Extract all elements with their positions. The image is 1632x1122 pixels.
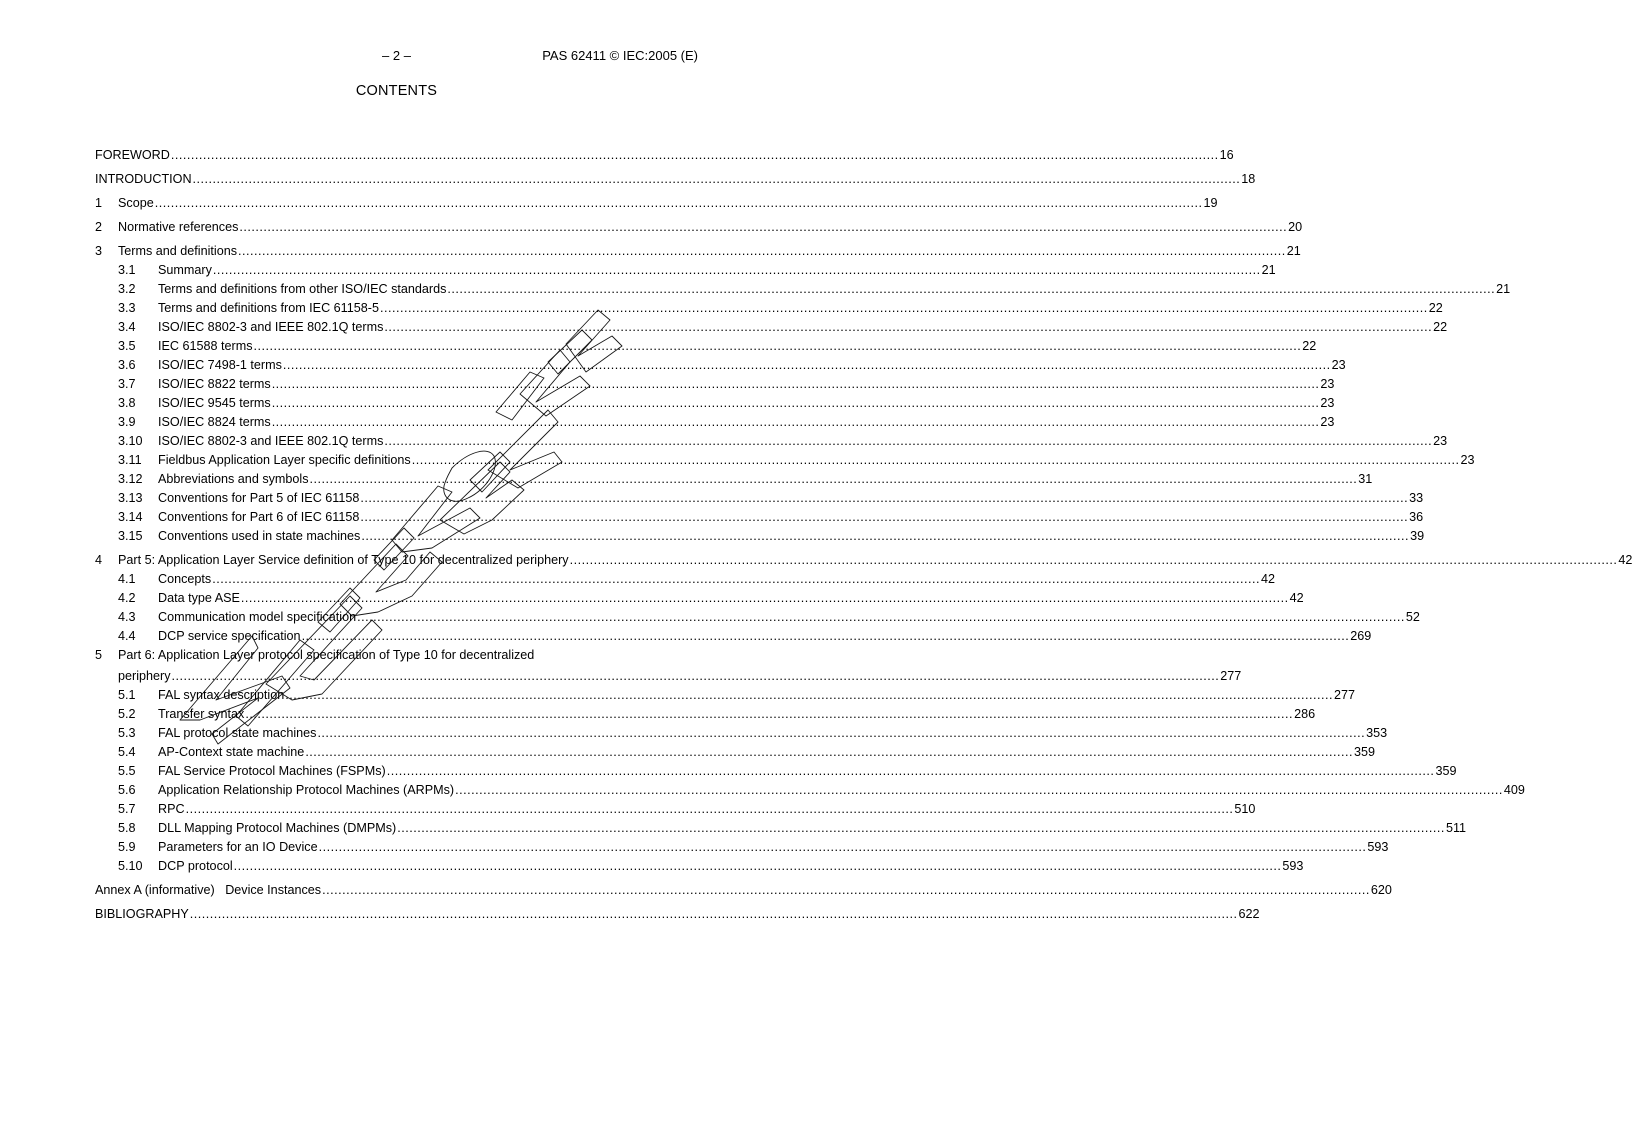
toc-entry-part-5[interactable] <box>95 548 1632 567</box>
toc-page: 269 <box>1350 629 1372 643</box>
toc-page: 39 <box>1410 529 1425 543</box>
document-id: PAS 62411 © IEC:2005 (E) <box>542 48 698 63</box>
toc-leader <box>384 320 1432 334</box>
toc-page: 23 <box>1433 434 1448 448</box>
toc-entry-3-12[interactable] <box>95 467 1373 486</box>
toc-title: Scope <box>118 196 154 210</box>
toc-number: 5.5 <box>118 764 136 778</box>
toc-leader <box>305 745 1353 759</box>
toc-title-continued: periphery <box>118 669 171 683</box>
toc-entry-3-4[interactable] <box>95 315 1448 334</box>
toc-entry-3-8[interactable] <box>95 391 1335 410</box>
toc-number: 3.5 <box>118 339 136 353</box>
toc-page: 353 <box>1366 726 1388 740</box>
table-of-contents <box>95 143 1632 921</box>
toc-number: 3.4 <box>118 320 136 334</box>
toc-page: 23 <box>1320 396 1335 410</box>
toc-leader <box>272 396 1320 410</box>
toc-entry-scope[interactable] <box>95 191 1218 210</box>
toc-number: 5.7 <box>118 802 136 816</box>
toc-leader <box>570 553 1618 567</box>
toc-leader <box>310 472 1358 486</box>
toc-leader <box>245 707 1293 721</box>
toc-page: 23 <box>1320 377 1335 391</box>
toc-leader <box>171 148 1219 162</box>
toc-number: 5.3 <box>118 726 136 740</box>
toc-number: 2 <box>95 220 103 234</box>
toc-page: 21 <box>1496 282 1511 296</box>
toc-entry-4-1[interactable] <box>95 567 1275 586</box>
toc-leader <box>319 840 1367 854</box>
toc-page: 277 <box>1333 688 1355 702</box>
toc-entry-3-11[interactable] <box>95 448 1475 467</box>
toc-page: 33 <box>1409 491 1424 505</box>
toc-title: Application Relationship Protocol Machines (ARPMs) <box>158 783 455 797</box>
toc-number: 1 <box>95 196 103 210</box>
toc-page: 277 <box>1220 669 1242 683</box>
toc-leader <box>186 802 1234 816</box>
toc-title: FAL Service Protocol Machines (FSPMs) <box>158 764 386 778</box>
toc-leader <box>302 629 1350 643</box>
toc-entry-3-1[interactable] <box>95 258 1276 277</box>
toc-page: 42 <box>1289 591 1304 605</box>
toc-page: 23 <box>1320 415 1335 429</box>
toc-leader <box>317 726 1365 740</box>
toc-leader <box>283 358 1331 372</box>
toc-leader <box>238 244 1286 258</box>
toc-title: Conventions for Part 6 of IEC 61158 <box>158 510 360 524</box>
toc-entry-3-9[interactable] <box>95 410 1335 429</box>
toc-entry-3-7[interactable] <box>95 372 1335 391</box>
toc-page: 22 <box>1302 339 1317 353</box>
toc-leader <box>272 415 1320 429</box>
toc-leader <box>447 282 1495 296</box>
toc-number: 4.2 <box>118 591 136 605</box>
toc-number: 3.10 <box>118 434 143 448</box>
toc-leader <box>380 301 1428 315</box>
toc-leader <box>272 377 1320 391</box>
toc-number: 3 <box>95 244 103 258</box>
contents-title: CONTENTS <box>355 83 438 99</box>
toc-entry-4-2[interactable] <box>95 586 1304 605</box>
toc-page: 511 <box>1445 821 1467 835</box>
toc-page: 286 <box>1294 707 1316 721</box>
toc-leader <box>254 339 1302 353</box>
toc-page: 16 <box>1219 148 1234 162</box>
toc-entry-4-3[interactable] <box>95 605 1420 624</box>
toc-number: 3.3 <box>118 301 136 315</box>
toc-title: Part 6: Application Layer protocol specification of Type 10 for decentralized <box>118 648 535 662</box>
toc-number: 4.3 <box>118 610 136 624</box>
toc-number: 3.13 <box>118 491 143 505</box>
toc-leader <box>241 591 1289 605</box>
toc-title: DCP protocol <box>158 859 233 873</box>
toc-entry-3-15[interactable] <box>95 524 1425 543</box>
toc-entry-3-6[interactable] <box>95 353 1346 372</box>
toc-entry-introduction[interactable] <box>95 167 1256 186</box>
toc-number: 4.4 <box>118 629 136 643</box>
toc-entry-5-2[interactable] <box>95 702 1316 721</box>
toc-leader <box>285 688 1333 702</box>
toc-number: 5.1 <box>118 688 136 702</box>
toc-title: Terms and definitions from other ISO/IEC standards <box>158 282 447 296</box>
toc-title: DLL Mapping Protocol Machines (DMPMs) <box>158 821 397 835</box>
toc-number: 3.1 <box>118 263 136 277</box>
toc-page: 42 <box>1618 553 1632 567</box>
toc-title: Communication model specification <box>158 610 357 624</box>
toc-page: 18 <box>1241 172 1256 186</box>
toc-page: 510 <box>1234 802 1256 816</box>
toc-number: 3.12 <box>118 472 143 486</box>
toc-leader <box>412 453 1460 467</box>
toc-leader <box>155 196 1203 210</box>
toc-title: ISO/IEC 8802-3 and IEEE 802.1Q terms <box>158 434 384 448</box>
toc-leader <box>212 572 1260 586</box>
toc-number: 5.2 <box>118 707 136 721</box>
toc-leader <box>239 220 1287 234</box>
toc-title: Part 5: Application Layer Service definition of Type 10 for decentralized periphery <box>118 553 569 567</box>
toc-entry-5-6[interactable] <box>95 778 1525 797</box>
toc-title: FAL protocol state machines <box>158 726 317 740</box>
toc-leader <box>360 491 1408 505</box>
page-number: – 2 – <box>382 48 411 63</box>
toc-leader <box>213 263 1261 277</box>
toc-title: Concepts <box>158 572 212 586</box>
toc-entry-5-5[interactable] <box>95 759 1457 778</box>
toc-leader <box>322 883 1370 897</box>
toc-entry-part-6[interactable] <box>95 648 1242 683</box>
toc-entry-3-10[interactable] <box>95 429 1448 448</box>
toc-title: ISO/IEC 9545 terms <box>158 396 271 410</box>
toc-entry-3-2[interactable] <box>95 277 1511 296</box>
toc-title: ISO/IEC 7498-1 terms <box>158 358 282 372</box>
toc-entry-bibliography[interactable] <box>95 902 1260 921</box>
toc-page: 31 <box>1358 472 1373 486</box>
toc-entry-body <box>118 648 1241 683</box>
toc-title: ISO/IEC 8802-3 and IEEE 802.1Q terms <box>158 320 384 334</box>
toc-leader <box>357 610 1405 624</box>
toc-title: Terms and definitions <box>118 244 238 258</box>
toc-title: Terms and definitions from IEC 61158-5 <box>158 301 379 315</box>
toc-title: AP-Context state machine <box>158 745 305 759</box>
toc-title: DCP service specification <box>158 629 301 643</box>
toc-leader <box>387 764 1435 778</box>
toc-leader <box>172 669 1220 683</box>
toc-entry-annex-a[interactable] <box>95 878 1392 897</box>
toc-entry-5-10[interactable] <box>95 854 1304 873</box>
toc-leader <box>361 529 1409 543</box>
toc-title: Abbreviations and symbols <box>158 472 309 486</box>
toc-number: 3.2 <box>118 282 136 296</box>
toc-title: Fieldbus Application Layer specific definitions <box>158 453 411 467</box>
toc-title: Parameters for an IO Device <box>158 840 318 854</box>
toc-page: 409 <box>1503 783 1525 797</box>
toc-leader <box>234 859 1282 873</box>
toc-page: 22 <box>1428 301 1443 315</box>
toc-title: Normative references <box>118 220 239 234</box>
toc-number: 5.4 <box>118 745 136 759</box>
toc-page: 23 <box>1460 453 1475 467</box>
toc-number: 5.6 <box>118 783 136 797</box>
toc-number: 5.10 <box>118 859 143 873</box>
toc-title: FAL syntax description <box>158 688 285 702</box>
toc-page: 359 <box>1435 764 1457 778</box>
toc-number: 3.15 <box>118 529 143 543</box>
toc-number: 3.7 <box>118 377 136 391</box>
toc-title: BIBLIOGRAPHY <box>95 907 189 921</box>
toc-page: 21 <box>1261 263 1276 277</box>
toc-title: Conventions used in state machines <box>158 529 361 543</box>
toc-number: 3.14 <box>118 510 143 524</box>
toc-page: 19 <box>1203 196 1218 210</box>
toc-number: 5.8 <box>118 821 136 835</box>
toc-entry-normative-references[interactable] <box>95 215 1303 234</box>
toc-page: 52 <box>1405 610 1420 624</box>
toc-page: 21 <box>1286 244 1301 258</box>
toc-page: 42 <box>1260 572 1275 586</box>
toc-number: 3.8 <box>118 396 136 410</box>
toc-page: 36 <box>1409 510 1424 524</box>
toc-page: 593 <box>1367 840 1389 854</box>
toc-number: 4 <box>95 553 103 567</box>
toc-title: FOREWORD <box>95 148 170 162</box>
toc-leader <box>193 172 1241 186</box>
toc-entry-5-8[interactable] <box>95 816 1467 835</box>
toc-entry-5-4[interactable] <box>95 740 1376 759</box>
toc-page: 593 <box>1282 859 1304 873</box>
toc-entry-3-14[interactable] <box>95 505 1424 524</box>
toc-number: 3.11 <box>118 453 142 467</box>
toc-entry-5-9[interactable] <box>95 835 1389 854</box>
toc-page: 20 <box>1288 220 1303 234</box>
toc-page: 22 <box>1433 320 1448 334</box>
toc-entry-terms-and-definitions[interactable] <box>95 239 1301 258</box>
toc-title: IEC 61588 terms <box>158 339 253 353</box>
toc-title: Annex A (informative) Device Instances <box>95 883 322 897</box>
toc-number: 3.6 <box>118 358 136 372</box>
toc-entry-3-5[interactable] <box>95 334 1317 353</box>
toc-entry-foreword[interactable] <box>95 143 1234 162</box>
toc-entry-5-7[interactable] <box>95 797 1256 816</box>
toc-entry-5-3[interactable] <box>95 721 1388 740</box>
toc-leader <box>190 907 1238 921</box>
toc-entry-5-1[interactable] <box>95 683 1355 702</box>
toc-title: Summary <box>158 263 212 277</box>
toc-number: 3.9 <box>118 415 136 429</box>
toc-title: Transfer syntax <box>158 707 245 721</box>
toc-page: 23 <box>1331 358 1346 372</box>
toc-title: ISO/IEC 8824 terms <box>158 415 271 429</box>
toc-title: Data type ASE <box>158 591 240 605</box>
toc-leader <box>397 821 1445 835</box>
toc-title: ISO/IEC 8822 terms <box>158 377 271 391</box>
toc-leader <box>360 510 1408 524</box>
toc-leader <box>455 783 1503 797</box>
toc-number: 5 <box>95 648 103 662</box>
toc-page: 620 <box>1370 883 1392 897</box>
toc-title: INTRODUCTION <box>95 172 192 186</box>
toc-title: Conventions for Part 5 of IEC 61158 <box>158 491 360 505</box>
toc-leader <box>384 434 1432 448</box>
toc-entry-3-3[interactable] <box>95 296 1443 315</box>
toc-entry-4-4[interactable] <box>95 624 1372 643</box>
toc-page: 622 <box>1238 907 1260 921</box>
toc-page: 359 <box>1354 745 1376 759</box>
toc-number: 4.1 <box>118 572 136 586</box>
toc-entry-3-13[interactable] <box>95 486 1424 505</box>
toc-number: 5.9 <box>118 840 136 854</box>
toc-title: RPC <box>158 802 185 816</box>
